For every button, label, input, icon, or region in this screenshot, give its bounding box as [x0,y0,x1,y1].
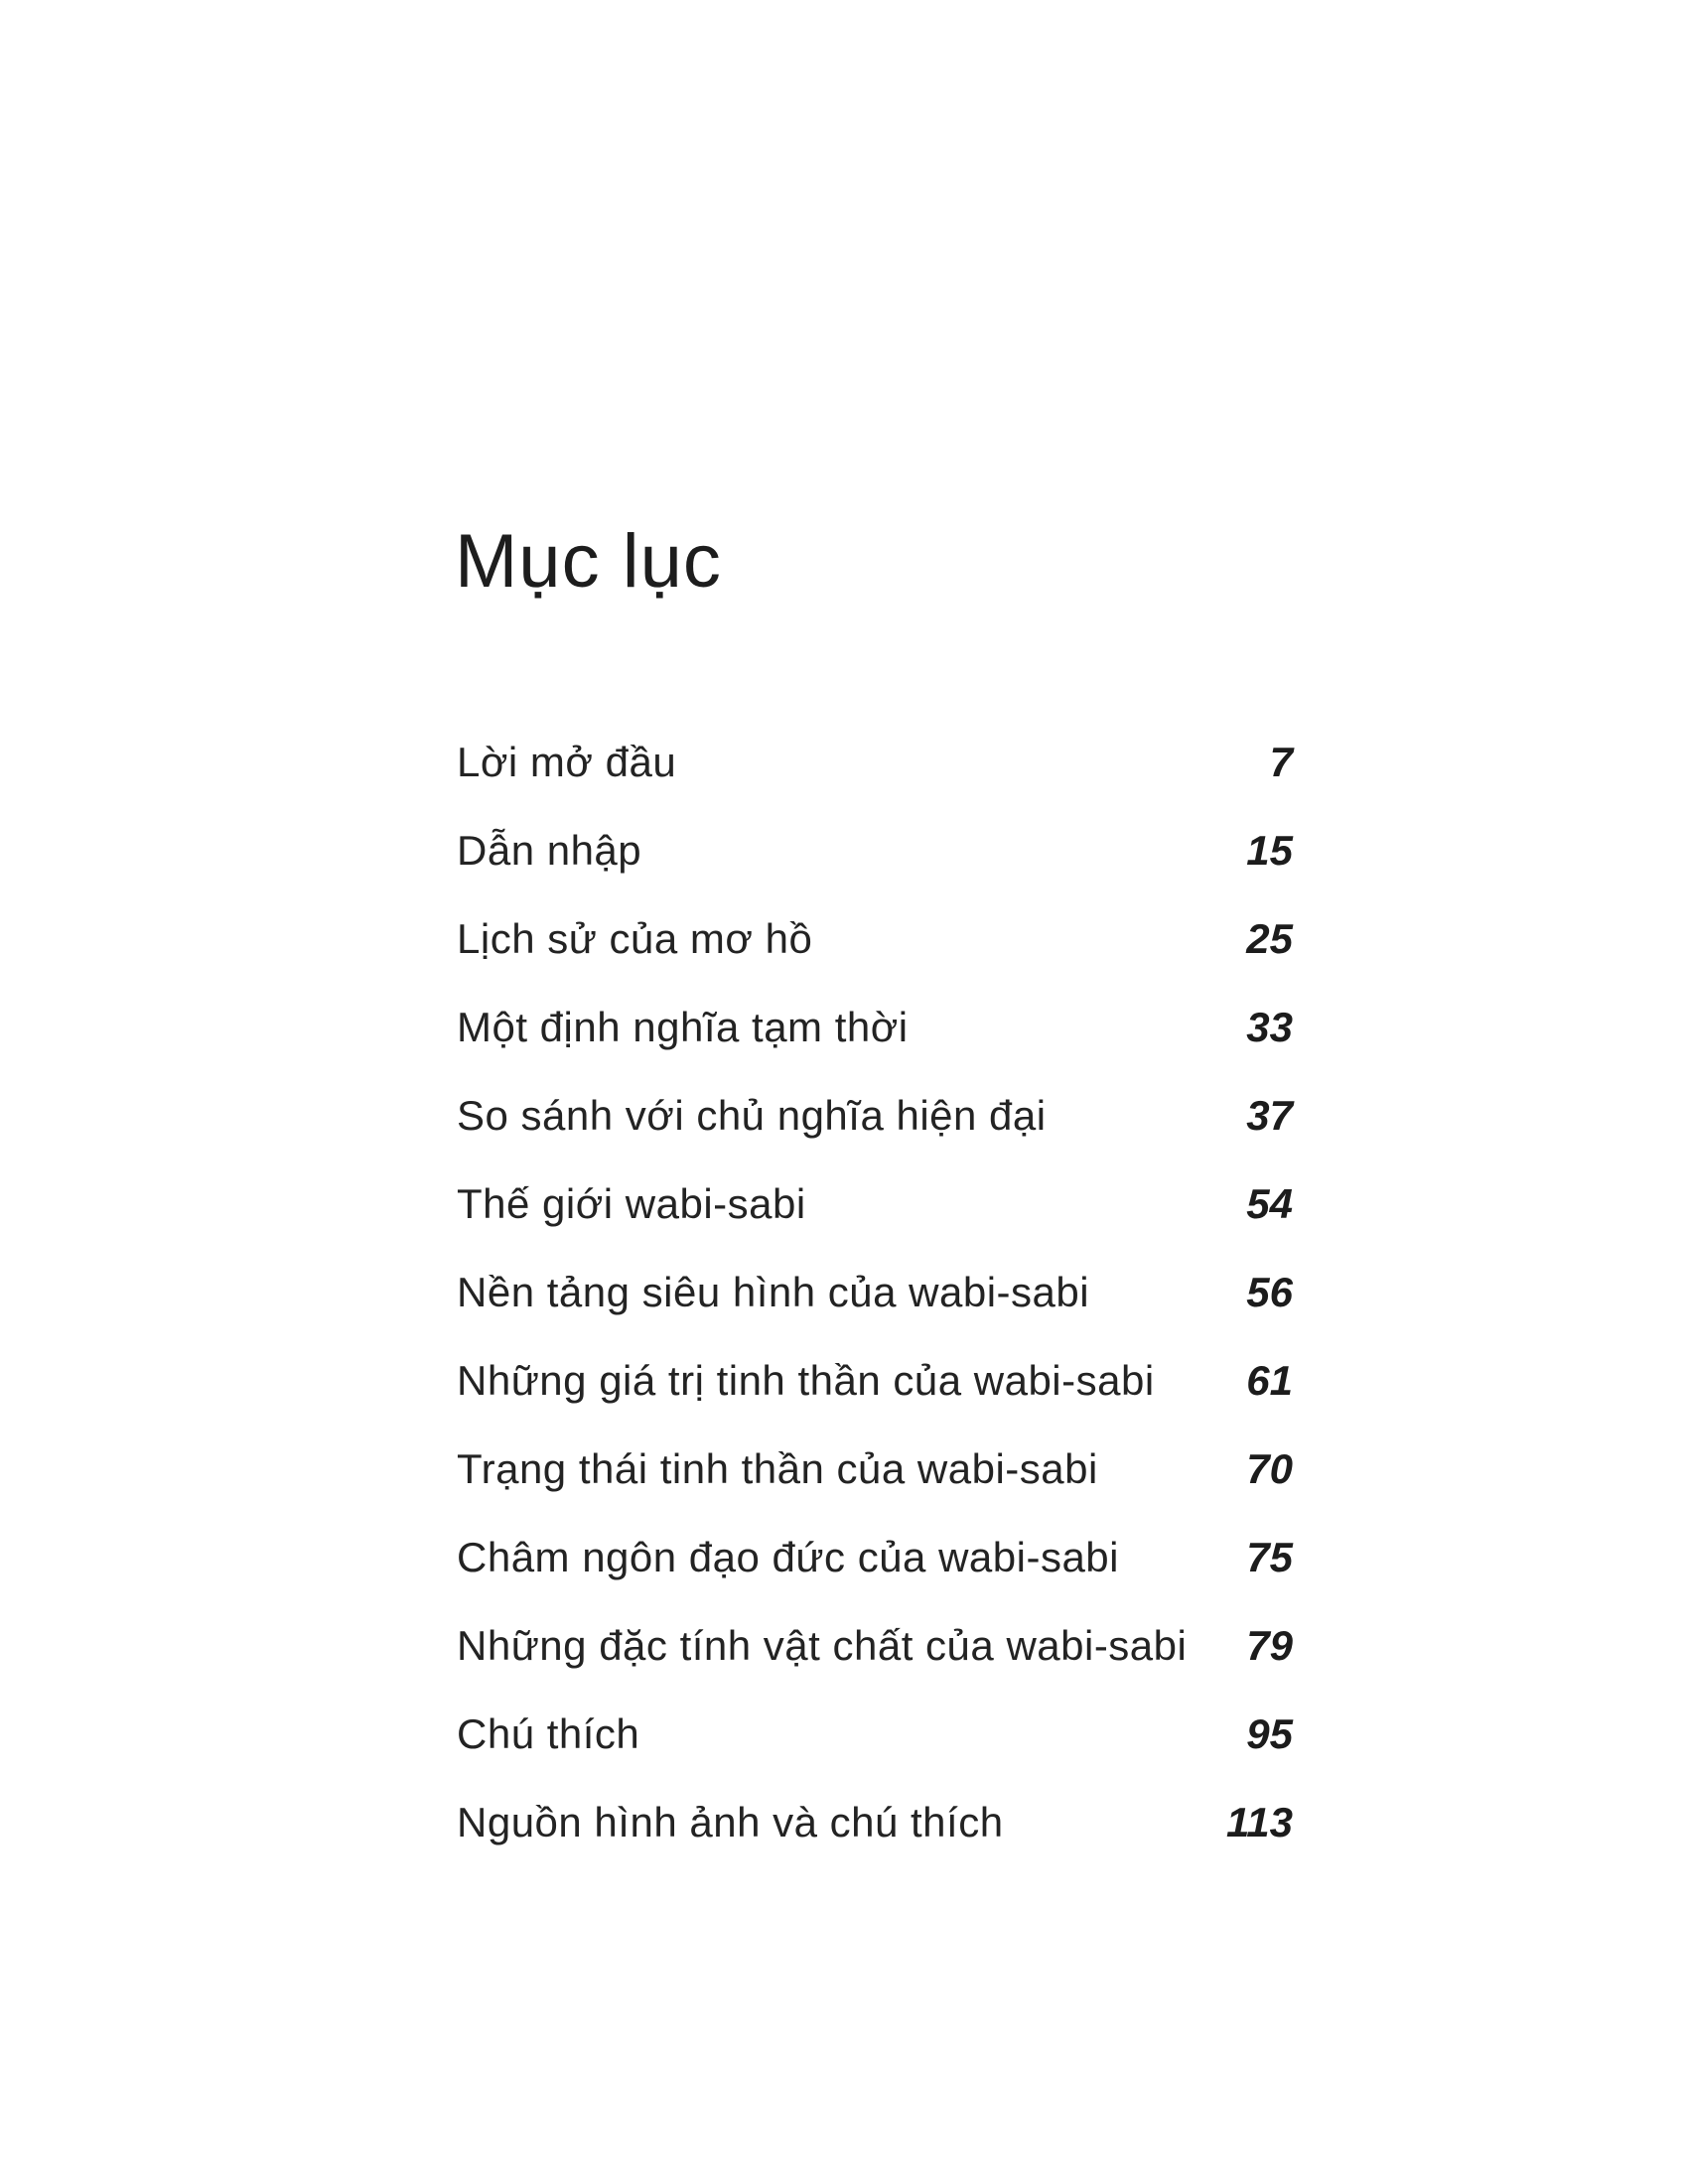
toc-row [457,1778,1293,1866]
toc-entry-page-number: 56 [1246,1268,1293,1315]
page-title: Mục lục [455,519,722,604]
toc-row [457,1071,1293,1160]
toc-entry-page-number: 33 [1246,1003,1293,1050]
toc-row [457,1690,1293,1778]
toc-entry-label: Nền tảng siêu hình của wabi-sabi [457,1268,1090,1315]
toc-row [457,1425,1293,1513]
toc-entry-label: Châm ngôn đạo đức của wabi-sabi [457,1533,1119,1580]
toc-row [457,983,1293,1071]
toc-entry-label: So sánh với chủ nghĩa hiện đại [457,1091,1047,1139]
toc-entry-label: Dẫn nhập [457,826,642,874]
toc-entry-page-number: 79 [1246,1621,1293,1669]
table-of-contents [457,718,1293,1866]
toc-entry-page-number: 95 [1246,1709,1293,1757]
toc-entry-page-number: 25 [1246,914,1293,962]
toc-entry-label: Những đặc tính vật chất của wabi-sabi [457,1621,1188,1669]
toc-entry-label: Những giá trị tinh thần của wabi-sabi [457,1356,1155,1404]
toc-row [457,1336,1293,1425]
toc-entry-label: Một định nghĩa tạm thời [457,1003,909,1050]
toc-row [457,1601,1293,1690]
toc-entry-label: Lời mở đầu [457,738,677,785]
toc-entry-page-number: 7 [1269,738,1293,785]
toc-entry-label: Trạng thái tinh thần của wabi-sabi [457,1444,1098,1492]
toc-entry-page-number: 113 [1226,1798,1293,1845]
toc-row [457,1248,1293,1336]
toc-row [457,894,1293,983]
toc-entry-page-number: 75 [1246,1533,1293,1580]
toc-entry-page-number: 37 [1246,1091,1293,1139]
toc-row [457,718,1293,806]
toc-row [457,1160,1293,1248]
toc-entry-label: Chú thích [457,1709,640,1757]
toc-entry-label: Lịch sử của mơ hồ [457,914,813,962]
toc-entry-page-number: 61 [1246,1356,1293,1404]
toc-entry-label: Nguồn hình ảnh và chú thích [457,1798,1004,1845]
toc-row [457,1513,1293,1601]
toc-entry-page-number: 15 [1246,826,1293,874]
toc-entry-page-number: 70 [1246,1444,1293,1492]
toc-row [457,806,1293,894]
toc-entry-page-number: 54 [1246,1179,1293,1227]
toc-entry-label: Thế giới wabi-sabi [457,1179,806,1227]
